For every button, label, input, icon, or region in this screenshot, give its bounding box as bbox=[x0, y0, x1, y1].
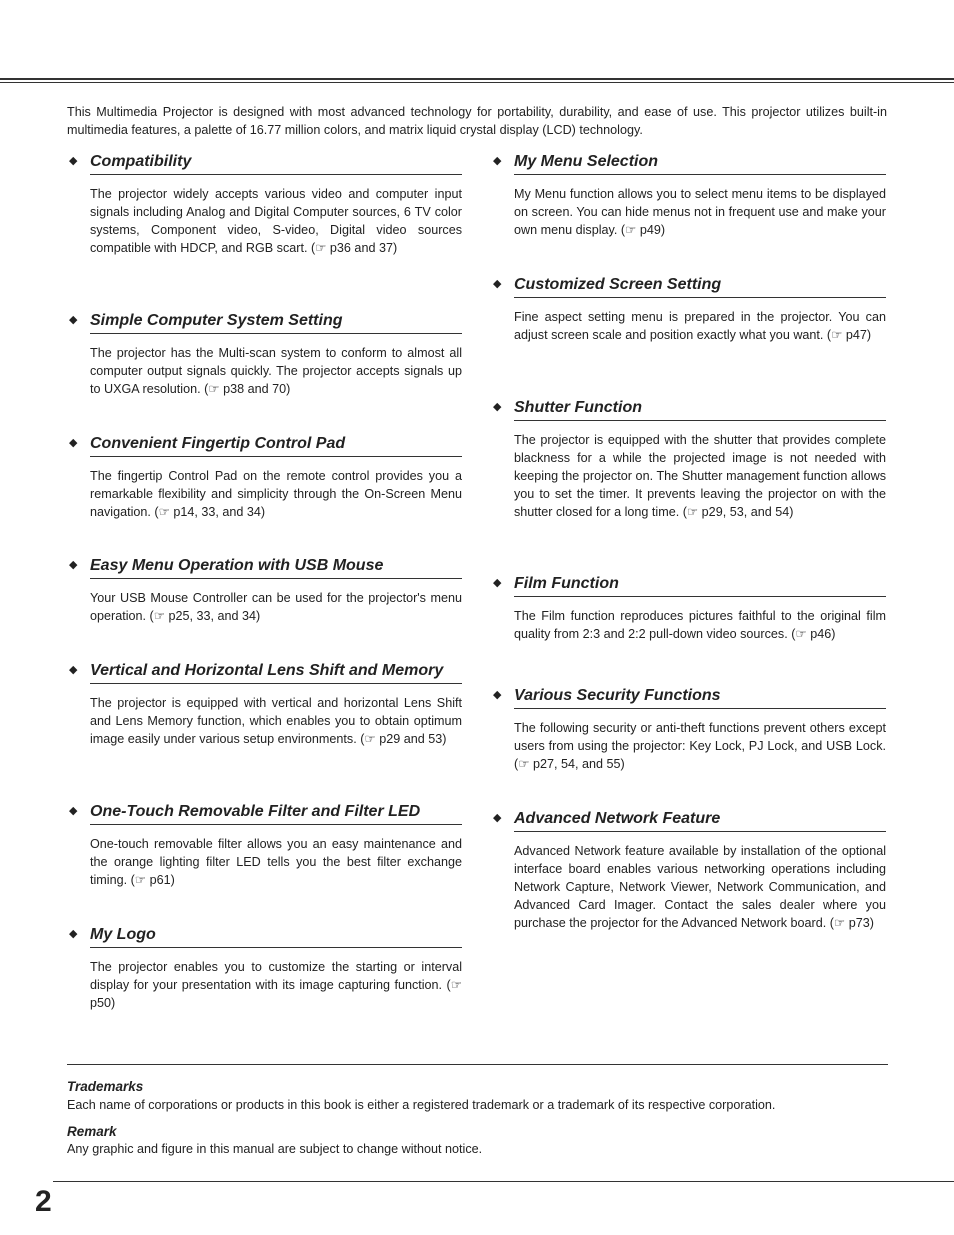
diamond-bullet-icon: ◆ bbox=[493, 278, 502, 290]
feature-my-menu-selection bbox=[491, 150, 886, 239]
feature-body: The projector enables you to customize the starting or interval display for your presentation with its image capturing function. (☞ p50) bbox=[90, 960, 462, 1010]
feature-shutter-function bbox=[491, 396, 886, 521]
feature-removable-filter-and-filter-led bbox=[67, 800, 462, 889]
feature-title: My Menu Selection bbox=[514, 150, 886, 175]
feature-body: The projector is equipped with vertical and horizontal Lens Shift and Lens Memory function, which enables you to obtain optimum image easily under various setup environments. (☞ p29 and 53) bbox=[90, 696, 462, 746]
diamond-bullet-icon: ◆ bbox=[69, 805, 78, 817]
feature-title: Various Security Functions bbox=[514, 684, 886, 709]
feature-title: Easy Menu Operation with USB Mouse bbox=[90, 554, 462, 579]
diamond-bullet-icon: ◆ bbox=[69, 559, 78, 571]
feature-title: Advanced Network Feature bbox=[514, 807, 886, 832]
feature-compatibility bbox=[67, 150, 462, 257]
feature-title: Compatibility bbox=[90, 150, 462, 175]
feature-convenient-fingertip-control-pad bbox=[67, 432, 462, 521]
diamond-bullet-icon: ◆ bbox=[69, 928, 78, 940]
diamond-bullet-icon: ◆ bbox=[69, 437, 78, 449]
feature-title: Simple Computer System Setting bbox=[90, 309, 462, 334]
feature-body: The Film function reproduces pictures faithful to the original film quality from 2:3 and 2:2 pull-down video sources. (☞ p46) bbox=[514, 609, 886, 641]
diamond-bullet-icon: ◆ bbox=[493, 689, 502, 701]
remark-text: Any graphic and figure in this manual are subject to change without notice. bbox=[67, 1142, 483, 1156]
feature-customized-screen-setting bbox=[491, 273, 886, 344]
feature-title: My Logo bbox=[90, 923, 462, 948]
feature-my-logo bbox=[67, 923, 462, 1012]
diamond-bullet-icon: ◆ bbox=[493, 577, 502, 589]
feature-title: Vertical and Horizontal Lens Shift and Memory bbox=[90, 659, 462, 684]
feature-body: My Menu function allows you to select menu items to be displayed on screen. You can hide menus not in frequent use and make your own menu display. (☞ p49) bbox=[514, 187, 886, 237]
feature-body: The following security or anti-theft functions prevent others except users from using the projector: Key Lock, PJ Lock, and USB Lock. (☞ p27, 54, and 55) bbox=[514, 721, 886, 771]
trademarks-text: Each name of corporations or products in this book is either a registered trademark or a trademark of its respective corporation. bbox=[67, 1098, 776, 1112]
feature-body: Fine aspect setting menu is prepared in the projector. You can adjust screen scale and position exactly what you want. (☞ p47) bbox=[514, 310, 886, 342]
feature-easy-menu-operation-usb-mouse bbox=[67, 554, 462, 625]
feature-body: Advanced Network feature available by installation of the optional interface board enables various networking operations including Network Capture, Network Viewer, Network Communication, and Advanced Card Imager. Contact the sales dealer where you purchase the projector for the Advanced Network board. (☞ p73) bbox=[514, 844, 886, 930]
feature-title: Convenient Fingertip Control Pad bbox=[90, 432, 462, 457]
feature-body: Your USB Mouse Controller can be used for the projector's menu operation. (☞ p25, 33, and 34) bbox=[90, 591, 462, 623]
diamond-bullet-icon: ◆ bbox=[69, 664, 78, 676]
notes-divider bbox=[67, 1064, 888, 1065]
remark-title: Remark bbox=[67, 1124, 117, 1139]
feature-title: Shutter Function bbox=[514, 396, 886, 421]
feature-advanced-network-feature bbox=[491, 807, 886, 932]
feature-body: The projector is equipped with the shutter that provides complete blackness for a while the projected image is not needed with keeping the projector on. The Shutter management function allows you to set the timer. It prevents leaving the projector on with the shutter closed for a long time. (☞ p29, 53, and 54) bbox=[514, 433, 886, 519]
top-rule-thin bbox=[0, 82, 954, 83]
diamond-bullet-icon: ◆ bbox=[69, 314, 78, 326]
feature-simple-computer-system-setting bbox=[67, 309, 462, 398]
feature-title: Customized Screen Setting bbox=[514, 273, 886, 298]
diamond-bullet-icon: ◆ bbox=[493, 812, 502, 824]
diamond-bullet-icon: ◆ bbox=[69, 155, 78, 167]
feature-title: Film Function bbox=[514, 572, 886, 597]
feature-body: One-touch removable filter allows you an easy maintenance and the orange lighting filter LED tells you the best filter exchange timing. (☞ p61) bbox=[90, 837, 462, 887]
top-rule bbox=[0, 78, 954, 80]
feature-body: The projector widely accepts various video and computer input signals including Analog and Digital Computer sources, 6 TV color systems, Component video, S-video, Digital video sources compatible with HDCP, and RGB scart. (☞ p36 and 37) bbox=[90, 187, 462, 255]
intro-paragraph: This Multimedia Projector is designed with most advanced technology for portability, durability, and ease of use. This projector utilizes built-in multimedia features, a palette of 16.77 million colors, and matrix liquid crystal display (LCD) technology. bbox=[67, 105, 887, 137]
feature-body: The fingertip Control Pad on the remote control provides you a remarkable flexibility and simplicity through the On-Screen Menu navigation. (☞ p14, 33, and 34) bbox=[90, 469, 462, 519]
feature-various-security-functions bbox=[491, 684, 886, 773]
feature-title: One-Touch Removable Filter and Filter LED bbox=[90, 800, 462, 825]
feature-lens-shift-and-memory bbox=[67, 659, 462, 748]
page-number: 2 bbox=[35, 1185, 52, 1218]
diamond-bullet-icon: ◆ bbox=[493, 155, 502, 167]
feature-film-function bbox=[491, 572, 886, 643]
trademarks-title: Trademarks bbox=[67, 1079, 144, 1094]
footer-rule bbox=[53, 1181, 954, 1182]
feature-body: The projector has the Multi-scan system to conform to almost all computer output signals quickly. The projector accepts signals up to UXGA resolution. (☞ p38 and 70) bbox=[90, 346, 462, 396]
diamond-bullet-icon: ◆ bbox=[493, 401, 502, 413]
